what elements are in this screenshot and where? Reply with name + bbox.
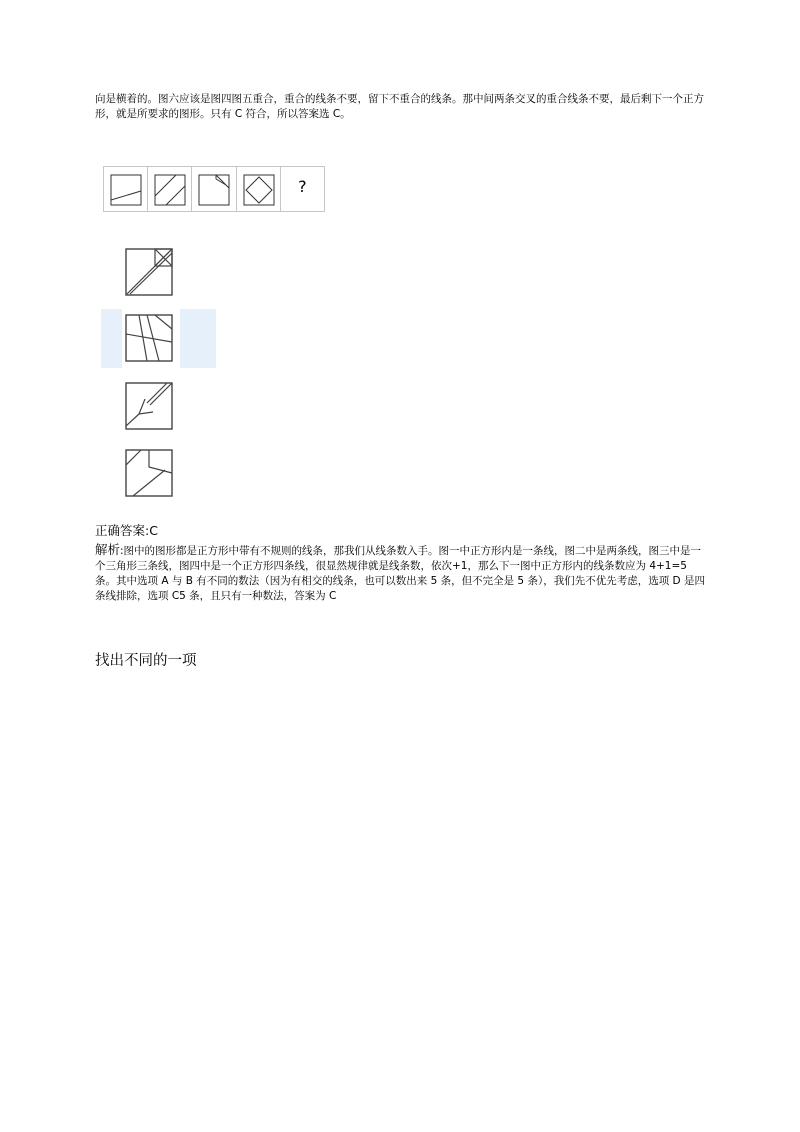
sequence-figure-4	[237, 167, 281, 211]
figure-sequence	[103, 166, 325, 212]
analysis-text: :图中的图形都是正方形中带有不规则的线条，那我们从线条数入手。图一中正方形内是一条线，图二中是两条线，图三中是一个三角形三条线，图四中是一个正方形四条线，很显然规律就是线条数，依次+1，那么下一图中正方形内的线条数应为 4+1=5 条。其中选项 A 与 B 有不同的数法（因为有相交的线条，也可以数出来 5 条，但不完全是 5 条），我们先不优先考虑，选项 D 是四条线排除，选项 C5 条，且只有一种数法，答案为 C	[95, 545, 705, 602]
option-c-figure[interactable]	[125, 382, 173, 430]
sequence-figure-1	[104, 167, 148, 211]
answer-label: 正确答案	[95, 523, 146, 538]
next-question-title: 找出不同的一项	[95, 653, 197, 669]
sequence-figure-2	[148, 167, 192, 211]
option-b-figure[interactable]	[125, 314, 173, 362]
sequence-question-cell	[281, 167, 324, 211]
option-b-highlight-right	[180, 309, 216, 368]
analysis-paragraph	[95, 542, 710, 604]
answer-value: :C	[145, 523, 158, 538]
answer-line	[95, 523, 158, 539]
sequence-figure-3	[192, 167, 236, 211]
question-mark: ?	[298, 177, 307, 196]
intro-paragraph: 向是横着的。图六应该是图四图五重合，重合的线条不要，留下不重合的线条。那中间两条交叉的重合线条不要，最后剩下一个正方形，就是所要求的图形。只有 C 符合，所以答案选 C。	[95, 93, 704, 120]
option-a-figure[interactable]	[125, 248, 173, 296]
analysis-label: 解析	[95, 542, 121, 557]
option-d-figure[interactable]	[125, 449, 173, 497]
option-b-highlight-left	[101, 309, 122, 368]
